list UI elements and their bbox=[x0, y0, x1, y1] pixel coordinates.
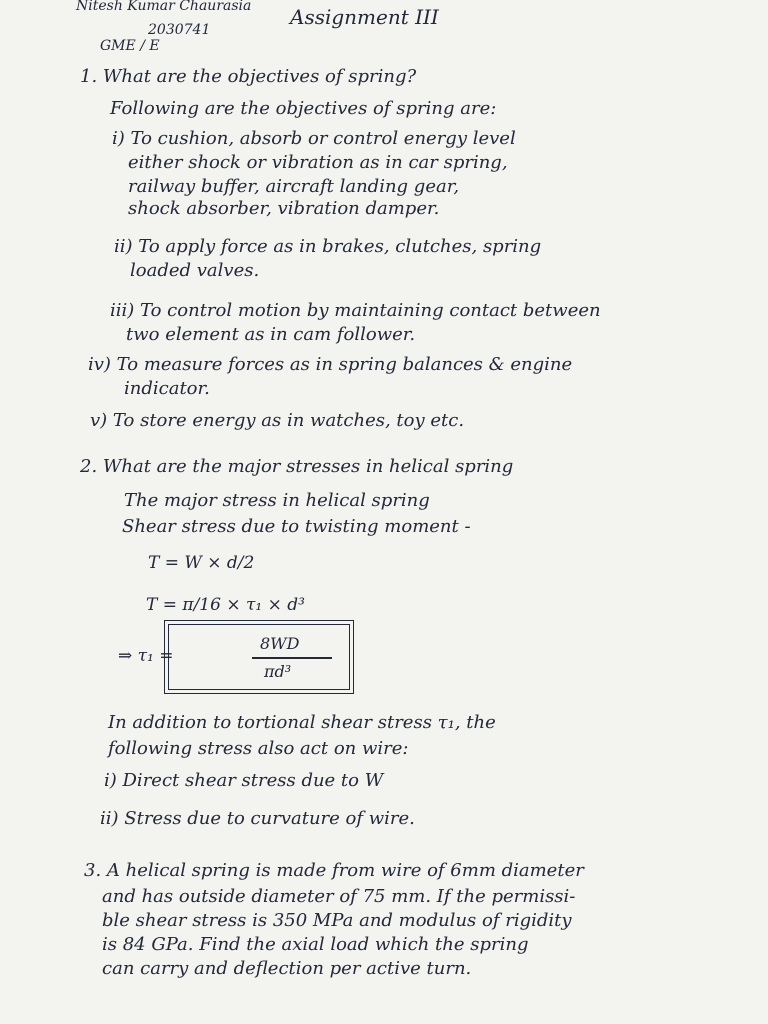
fraction-bar bbox=[252, 657, 332, 659]
formula-denominator: πd³ bbox=[264, 662, 292, 681]
answer-1-point-5: v) To store energy as in watches, toy etc. bbox=[90, 410, 465, 431]
question-1: 1. What are the objectives of spring? bbox=[80, 66, 417, 87]
formula-lhs: ⇒ τ₁ = bbox=[118, 646, 174, 666]
answer-2-line-1: The major stress in helical spring bbox=[124, 490, 430, 511]
roll-number: 2030741 bbox=[148, 22, 211, 38]
question-3-line-2: and has outside diameter of 75 mm. If the permissi- bbox=[102, 886, 576, 907]
answer-1-point-4: iv) To measure forces as in spring balances & engine bbox=[88, 354, 573, 375]
answer-1-point-4-line-2: indicator. bbox=[124, 378, 210, 399]
answer-2-stress-2: ii) Stress due to curvature of wire. bbox=[100, 808, 415, 829]
answer-1-point-1-line-4: shock absorber, vibration damper. bbox=[128, 198, 440, 219]
question-3-line-5: can carry and deflection per active turn. bbox=[102, 958, 472, 979]
answer-1-point-3-line-2: two element as in cam follower. bbox=[126, 324, 416, 345]
formula-numerator: 8WD bbox=[260, 634, 300, 653]
question-3: 3. A helical spring is made from wire of 6mm diameter bbox=[84, 860, 584, 881]
answer-2-line-2: Shear stress due to twisting moment - bbox=[122, 516, 471, 537]
answer-1-point-1-line-3: railway buffer, aircraft landing gear, bbox=[128, 176, 460, 197]
equation-torque: T = W × d/2 bbox=[148, 553, 255, 573]
question-3-line-3: ble shear stress is 350 MPa and modulus of rigidity bbox=[102, 910, 572, 931]
answer-2-stress-1: i) Direct shear stress due to W bbox=[104, 770, 384, 791]
branch: GME / E bbox=[100, 38, 160, 54]
answer-2-additional: In addition to tortional shear stress τ₁, the bbox=[108, 712, 496, 733]
answer-1-point-1: i) To cushion, absorb or control energy level bbox=[112, 128, 516, 149]
assignment-title: Assignment III bbox=[290, 5, 439, 29]
question-3-line-4: is 84 GPa. Find the axial load which the spring bbox=[102, 934, 529, 955]
answer-1-point-2-line-2: loaded valves. bbox=[130, 260, 260, 281]
shear-stress-formula bbox=[118, 630, 300, 686]
equation-torque-stress: T = π/16 × τ₁ × d³ bbox=[146, 595, 305, 615]
answer-1-point-1-line-2: either shock or vibration as in car spring, bbox=[128, 152, 508, 173]
answer-1-intro: Following are the objectives of spring are: bbox=[110, 98, 497, 119]
answer-2-additional-line-2: following stress also act on wire: bbox=[108, 738, 409, 759]
answer-1-point-2: ii) To apply force as in brakes, clutches, spring bbox=[114, 236, 542, 257]
student-name: Nitesh Kumar Chaurasia bbox=[76, 0, 252, 14]
question-2: 2. What are the major stresses in helical spring bbox=[80, 456, 514, 477]
answer-1-point-3: iii) To control motion by maintaining contact between bbox=[110, 300, 601, 321]
